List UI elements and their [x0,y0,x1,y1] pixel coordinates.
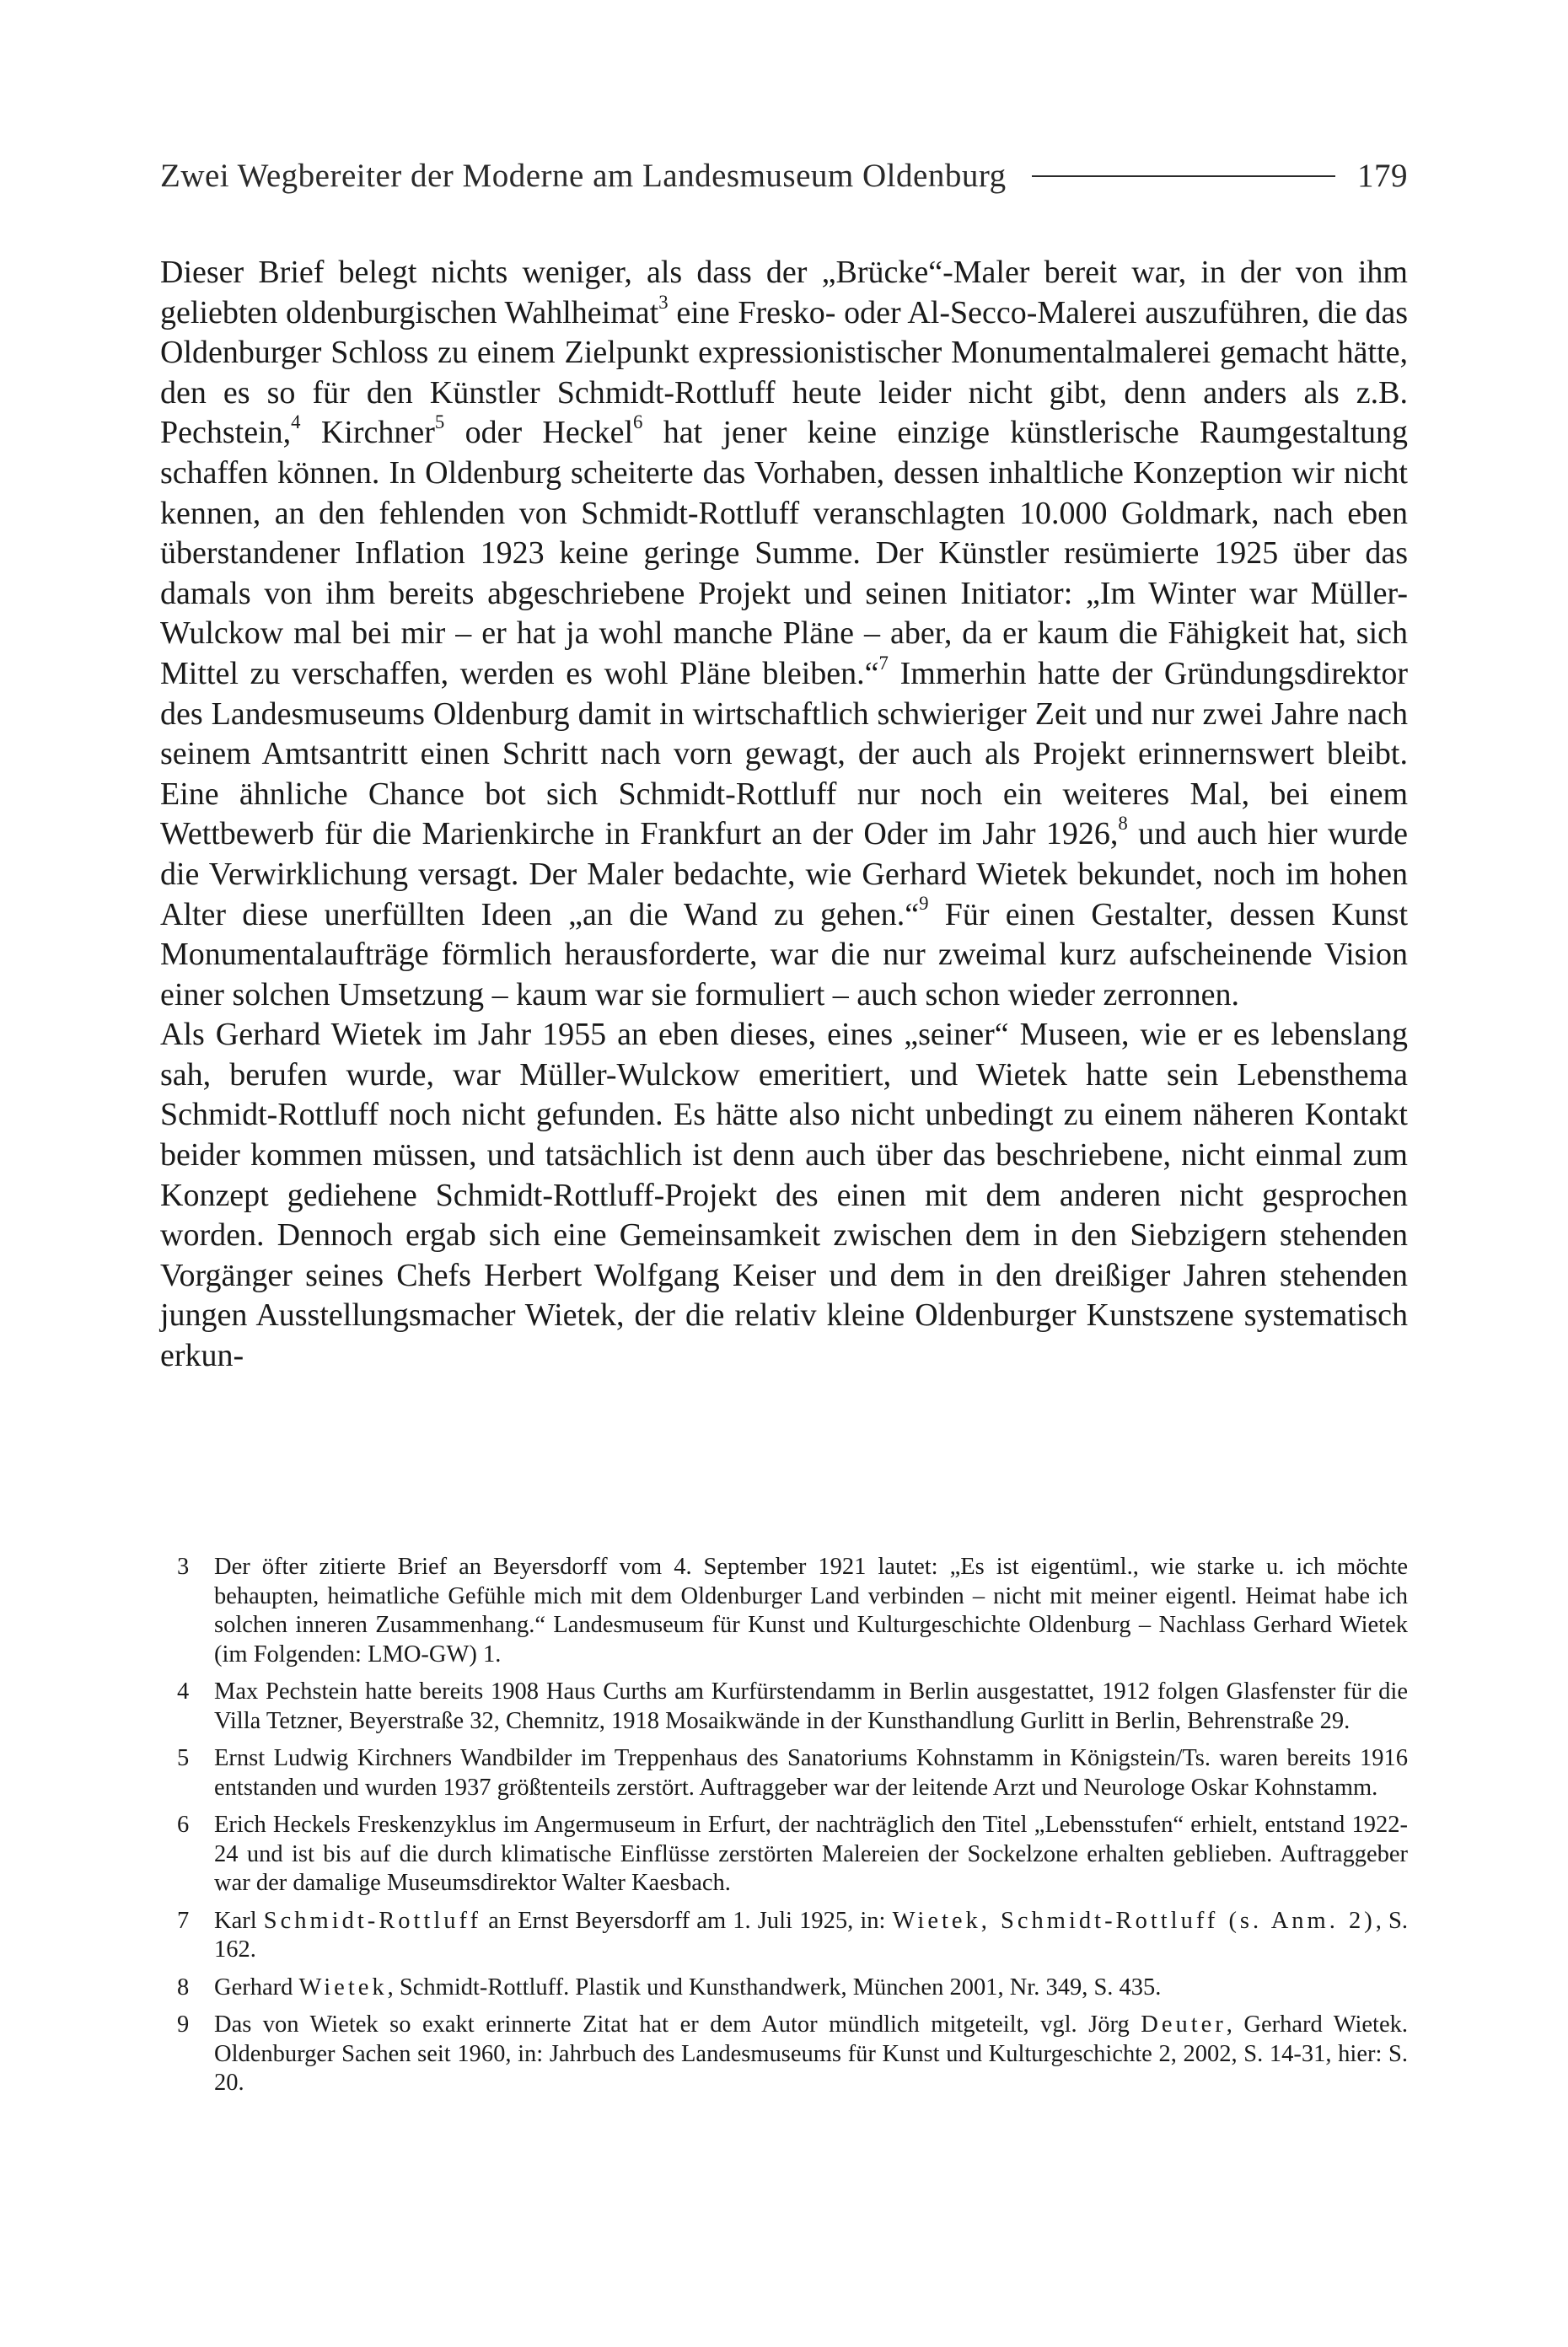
footnote-6 [160,1811,1408,1899]
footnote-text: Erich Heckels Freskenzyklus im Angermuseum in Erfurt, der nachträglich den Titel „Lebensstufen“ erhielt, entstand 1922-24 und ist bis auf die durch klimatische Einflüsse zerstörten Malereien der Sockelzone erhalten geblieben. Auftraggeber war der damalige Museumsdirektor Walter Kaesbach. [214,1812,1408,1896]
text-run: Kirchner [300,415,435,451]
text-run: , S. 162. [214,1907,1409,1963]
footnote-ref-6[interactable]: 6 [633,411,643,433]
text-run: Das von Wietek so exakt erinnerte Zitat hat er dem Autor mündlich mitgeteilt, vgl. Jörg [214,2011,1141,2038]
author-name: Schmidt-Rottluff [263,1907,482,1934]
body-text [160,253,1408,1377]
footnote-8 [160,1974,1408,2003]
text-run: hat jener keine einzige künstlerische Raumgestaltung schaffen können. In Oldenburg scheiterte das Vorhaben, dessen inhaltliche Konzeption wir nicht kennen, an den fehlenden von Schmidt-Rottluff veranschlagten 10.000 Goldmark, nach eben überstandener Inflation 1923 keine geringe Summe. Der Künstler resümierte 1925 über das damals von ihm bereits abgeschriebene Projekt und seinen Initiator: „Im Winter war Müller-Wulckow mal bei mir – er hat ja wohl manche Pläne – aber, da er kaum die Fähigkeit hat, sich Mittel zu verschaffen, werden es wohl Pläne bleiben.“ [160,415,1408,691]
running-head-title: Zwei Wegbereiter der Moderne am Landesmuseum Oldenburg [160,157,1007,194]
text-run: oder Heckel [444,415,633,451]
footnote-number: 9 [177,2011,190,2038]
footnote-number: 7 [177,1907,190,1934]
page-number: 179 [1357,157,1408,194]
paragraph: Als Gerhard Wietek im Jahr 1955 an eben dieses, eines „seiner“ Museen, wie er es lebenslang sah, berufen wurde, war Müller-Wulckow emeritiert, und Wietek hatte sein Lebensthema Schmidt-Rottluff noch nicht gefunden. Es hätte also nicht unbedingt zu einem näheren Kontakt beider kommen müssen, und tatsächlich ist denn auch über das beschriebene, nicht einmal zum Konzept gediehene Schmidt-Rottluff-Projekt des einen mit dem anderen nicht gesprochen worden. Dennoch ergab sich eine Gemeinsamkeit zwischen dem in den Siebzigern stehenden Vorgänger seines Chefs Herbert Wolfgang Keiser und dem in den dreißiger Jahren stehenden jungen Ausstellungsmacher Wietek, der die relativ kleine Oldenburger Kunstszene systematisch erkun- [160,1017,1408,1374]
text-run: , Gerhard Wietek. Oldenburger Sachen seit 1960, in: Jahrbuch des Landesmuseums für Kunst und Kulturgeschichte 2, 2002, S. 14-31, hier: S. 20. [214,2011,1408,2096]
footnote-number: 5 [177,1745,190,1771]
footnote-4 [160,1678,1408,1736]
footnote-ref-9[interactable]: 9 [919,893,929,915]
footnote-number: 3 [177,1554,190,1580]
footnote-text [214,1974,1408,2003]
footnote-text: Ernst Ludwig Kirchners Wandbilder im Treppenhaus des Sanatoriums Kohnstamm in Königstein/Ts. waren bereits 1916 entstanden und wurden 1937 größtenteils zerstört. Auftraggeber war der leitende Arzt und Neurologe Oskar Kohnstamm. [214,1745,1408,1801]
text-run: und auch hier wurde die Verwirklichung versagt. Der Maler bedachte, wie Gerhard Wietek bekundet, noch im hohen Alter diese unerfüllten Ideen „an die Wand zu gehen.“ [160,816,1408,932]
footnote-3 [160,1553,1408,1669]
running-head-rule [1032,175,1335,177]
author-name: Wietek [298,1974,388,2001]
footnote-5 [160,1744,1408,1802]
running-head [160,150,1408,201]
footnote-ref-3[interactable]: 3 [658,291,669,313]
text-run: , Schmidt-Rottluff. Plastik und Kunsthandwerk, München 2001, Nr. 349, S. 435. [387,1974,1162,2001]
footnote-ref-5[interactable]: 5 [434,411,445,433]
footnote-ref-8[interactable]: 8 [1118,813,1128,835]
footnote-number: 8 [177,1974,190,2001]
page [160,0,1408,2347]
text-run: Für einen Gestalter, dessen Kunst Monumentalaufträge förmlich herausforderte, war die nur zweimal kurz aufscheinende Vision einer solchen Umsetzung – kaum war sie formuliert – auch schon wieder zerronnen. [160,896,1408,1012]
author-name: Deuter [1141,2011,1227,2038]
text-run: Dieser Brief belegt nichts weniger, als dass der „Brücke“-Maler bereit war, in der von ihm geliebten oldenburgischen Wahlheimat [160,255,1408,330]
footnote-7 [160,1907,1408,1965]
footnotes [160,1553,1408,2107]
footnote-text: Max Pechstein hatte bereits 1908 Haus Curths am Kurfürstendamm in Berlin ausgestattet, 1912 folgen Glasfenster für die Villa Tetzner, Beyerstraße 32, Chemnitz, 1918 Mosaikwände in der Kunsthandlung Gurlitt in Berlin, Behrenstraße 29. [214,1678,1408,1734]
footnote-text: Der öfter zitierte Brief an Beyersdorff vom 4. September 1921 lautet: „Es ist eigentüml., wie starke u. ich möchte behaupten, heimatliche Gefühle mich mit dem Oldenburger Land verbinden – nicht mit meiner eigentl. Heimat habe ich solchen inneren Zusammenhang.“ Landesmuseum für Kunst und Kulturgeschichte Oldenburg – Nachlass Gerhard Wietek (im Folgenden: LMO-GW) 1. [214,1554,1408,1668]
footnote-text [214,2011,1408,2098]
footnote-number: 6 [177,1812,190,1838]
paragraph [160,253,1408,1015]
text-run: Karl [214,1907,264,1934]
footnote-number: 4 [177,1678,190,1705]
citation-short: Wietek, Schmidt-Rottluff (s. Anm. 2) [892,1907,1376,1934]
text-run: Gerhard [214,1974,299,2001]
footnote-ref-7[interactable]: 7 [878,652,889,674]
text-run: Immerhin hatte der Gründungsdirektor des Landesmuseums Oldenburg damit in wirtschaftlich schwieriger Zeit und nur zwei Jahre nach seinem Amtsantritt einen Schritt nach vorn gewagt, der auch als Projekt erinnernswert bleibt. Eine ähnliche Chance bot sich Schmidt-Rottluff nur noch ein weiteres Mal, bei einem Wettbewerb für die Marienkirche in Frankfurt an der Oder im Jahr 1926, [160,655,1408,852]
footnote-ref-4[interactable]: 4 [291,411,301,433]
text-run: an Ernst Beyersdorff am 1. Juli 1925, in: [481,1907,893,1934]
footnote-9 [160,2011,1408,2098]
footnote-text [214,1907,1408,1965]
text-run: eine Fresko- oder Al-Secco-Malerei auszuführen, die das Oldenburger Schloss zu einem Zielpunkt expressionistischer Monumentalmalerei gemacht hätte, den es so für den Künstler Schmidt-Rottluff heute leider nicht gibt, denn anders als z.B. Pechstein, [160,294,1409,451]
